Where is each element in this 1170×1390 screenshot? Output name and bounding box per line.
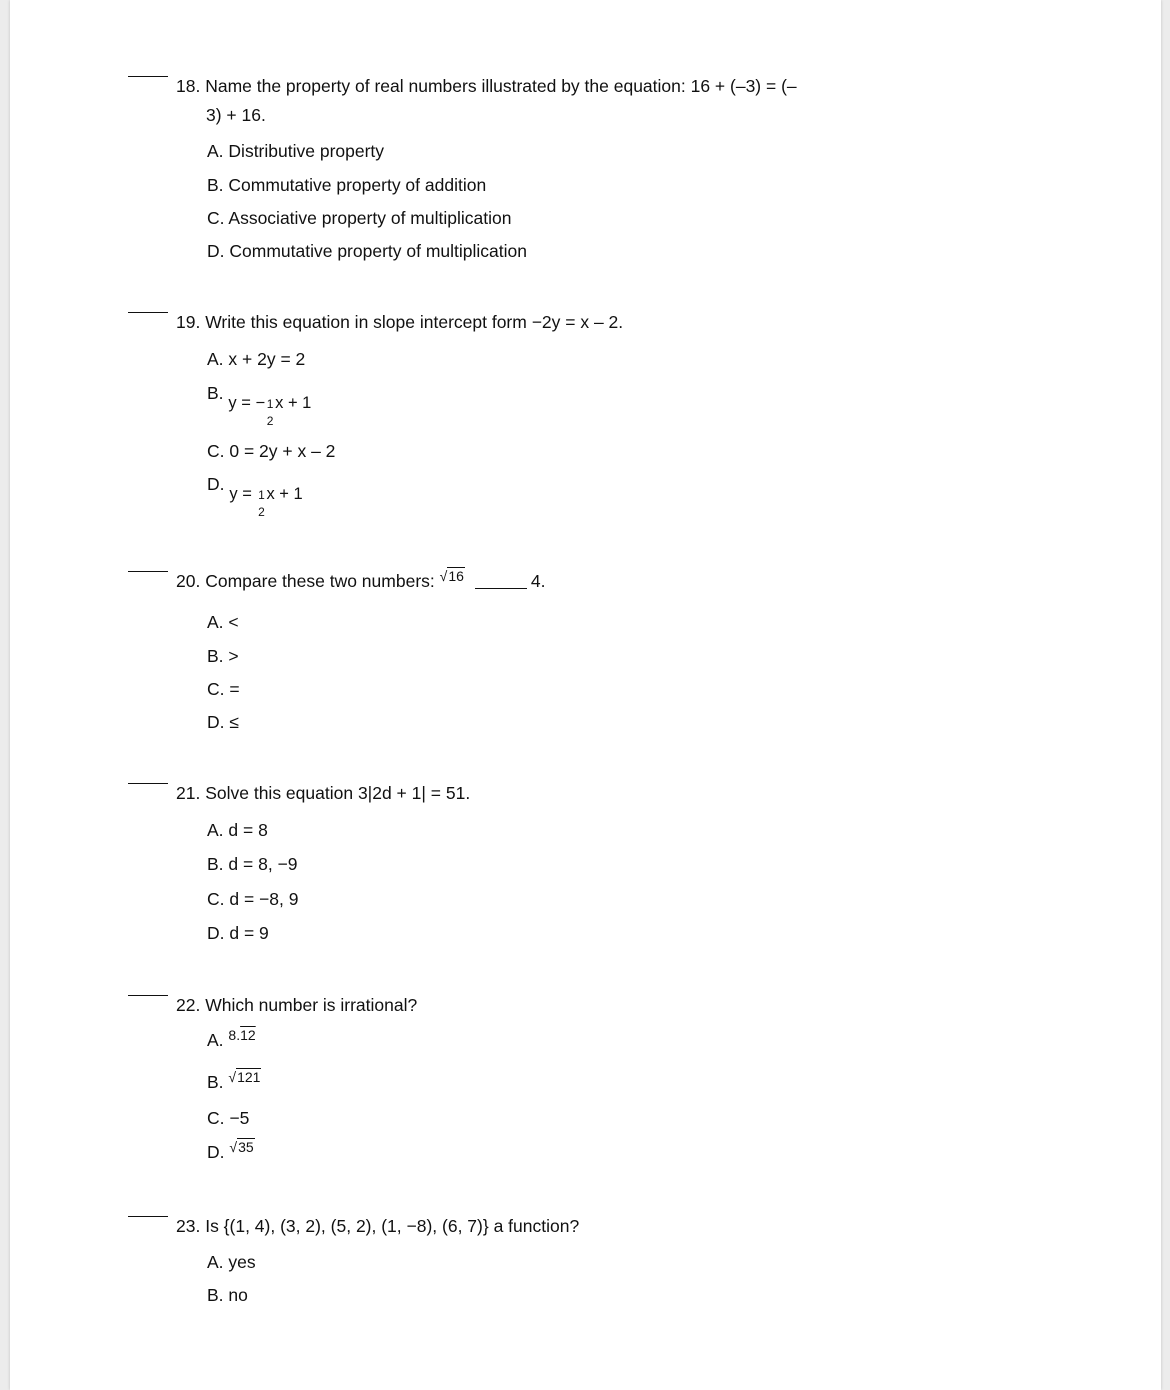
- square-root: √35: [229, 1139, 254, 1155]
- square-root: √16: [439, 568, 464, 584]
- question-stem-continued: 3) + 16.: [206, 105, 266, 125]
- option-c[interactable]: C. Associative property of multiplication: [207, 208, 512, 228]
- answer-blank[interactable]: [128, 995, 168, 996]
- question-stem: 20. Compare these two numbers: √16 4.: [176, 568, 546, 591]
- option-b[interactable]: B. >: [207, 646, 239, 666]
- option-b[interactable]: B. Commutative property of addition: [207, 175, 487, 195]
- question-stem: 22. Which number is irrational?: [176, 995, 418, 1015]
- option-d[interactable]: D. ≤: [207, 712, 239, 732]
- option-c[interactable]: C. =: [207, 679, 240, 699]
- option-c[interactable]: C. 0 = 2y + x – 2: [207, 441, 336, 461]
- answer-blank[interactable]: [128, 571, 168, 572]
- answer-blank[interactable]: [128, 76, 168, 77]
- question-stem: 23. Is {(1, 4), (3, 2), (5, 2), (1, −8), (6, 7)} a function?: [176, 1216, 580, 1236]
- repeating-decimal: 8.12: [228, 1027, 256, 1043]
- option-b[interactable]: B. y = − 1 2 x + 1: [207, 383, 312, 428]
- question-number: 18.: [176, 76, 201, 96]
- option-c[interactable]: C. d = −8, 9: [207, 889, 299, 909]
- option-d[interactable]: D. d = 9: [207, 923, 269, 943]
- question-stem: 19. Write this equation in slope intercept form −2y = x – 2.: [176, 312, 624, 332]
- option-b[interactable]: B. √121: [207, 1069, 261, 1092]
- question-number: 21.: [176, 783, 201, 803]
- question-number: 20.: [176, 571, 201, 591]
- option-a[interactable]: A. Distributive property: [207, 141, 385, 161]
- question-stem: 21. Solve this equation 3|2d + 1| = 51.: [176, 783, 471, 803]
- question-number: 22.: [176, 995, 201, 1015]
- question-stem: 18. Name the property of real numbers illustrated by the equation: 16 + (–3) = (–: [176, 76, 797, 96]
- option-d[interactable]: D. y = 1 2 x + 1: [207, 474, 303, 519]
- question-number: 19.: [176, 312, 201, 332]
- option-a[interactable]: A. <: [207, 612, 239, 632]
- question-number: 23.: [176, 1216, 201, 1236]
- answer-blank[interactable]: [128, 783, 168, 784]
- option-c[interactable]: C. −5: [207, 1108, 250, 1128]
- option-a[interactable]: A. x + 2y = 2: [207, 349, 306, 369]
- option-a[interactable]: A. d = 8: [207, 820, 268, 840]
- square-root: √121: [228, 1069, 261, 1085]
- option-b[interactable]: B. no: [207, 1285, 248, 1305]
- option-a[interactable]: A. yes: [207, 1252, 256, 1272]
- option-b[interactable]: B. d = 8, −9: [207, 854, 298, 874]
- option-a[interactable]: A. 8.12: [207, 1027, 256, 1050]
- option-d[interactable]: D. √35: [207, 1139, 254, 1162]
- worksheet-page: [10, 0, 1161, 1390]
- answer-blank[interactable]: [128, 312, 168, 313]
- answer-blank[interactable]: [128, 1216, 168, 1217]
- comparison-blank[interactable]: [475, 588, 527, 589]
- option-d[interactable]: D. Commutative property of multiplication: [207, 241, 527, 261]
